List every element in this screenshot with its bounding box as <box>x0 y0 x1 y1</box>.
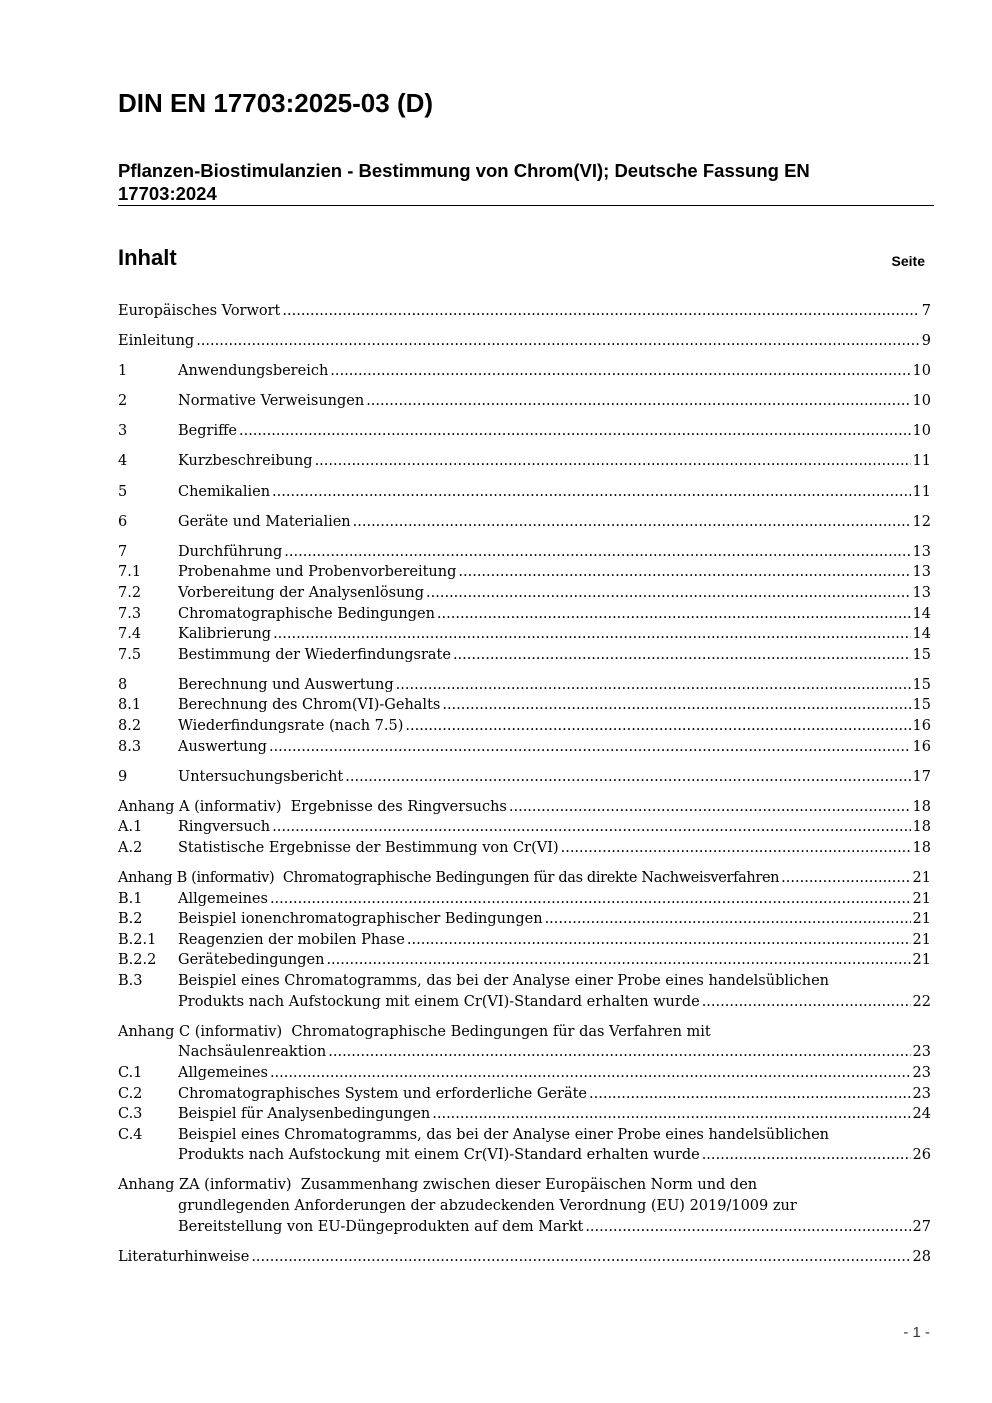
toc-leader <box>396 675 911 696</box>
toc-entry-number: B.2 <box>118 911 143 928</box>
toc-entry-text: Anhang B (informativ) Chromatographische Bedingungen für das direkte Nachweisverfahren <box>118 870 780 887</box>
toc-entry-page: 21 <box>912 870 931 887</box>
toc-entry-text: Chromatographisches System und erforderliche Geräte <box>178 1085 588 1102</box>
toc-entry-text: Chemikalien <box>178 483 271 500</box>
toc-entry-7-3[interactable] <box>118 604 931 625</box>
toc-entry-number: A.1 <box>118 819 143 836</box>
toc-leader <box>405 716 910 737</box>
toc-entry-text: Kurzbeschreibung <box>178 453 313 470</box>
toc-entry-text: Wiederfindungsrate (nach 7.5) <box>178 718 404 734</box>
toc-entry-text: Bereitstellung von EU-Düngeprodukten auf dem Markt <box>178 1218 584 1235</box>
toc-leader <box>458 562 910 583</box>
toc-entry-foreword[interactable] <box>118 301 931 322</box>
toc-entry-1[interactable] <box>118 361 931 382</box>
toc-entry-b-3-continued[interactable] <box>118 992 931 1013</box>
toc-leader <box>407 930 911 951</box>
toc-leader <box>702 992 911 1013</box>
toc-entry-page: 11 <box>912 453 931 470</box>
toc-entry-page: 21 <box>912 952 931 969</box>
toc-entry-7[interactable] <box>118 542 931 563</box>
toc-entry-page: 18 <box>912 798 931 815</box>
page-column-label: Seite <box>891 253 925 269</box>
toc-entry-page: 12 <box>912 513 931 530</box>
toc-entry-bibliography[interactable] <box>118 1247 931 1268</box>
toc-entry-page: 23 <box>912 1064 931 1081</box>
toc-entry-page: 21 <box>912 931 931 948</box>
toc-entry-5[interactable] <box>118 482 931 503</box>
toc-entry-text: Probenahme und Probenvorbereitung <box>178 564 457 581</box>
toc-entry-page: 10 <box>912 423 931 440</box>
toc-entry-number: 5 <box>118 483 128 500</box>
toc-entry-number: 7.4 <box>118 626 142 643</box>
toc-entry-b-2-2[interactable] <box>118 950 931 971</box>
toc-entry-b-2[interactable] <box>118 909 931 930</box>
toc-entry-7-1[interactable] <box>118 562 931 583</box>
toc-entry-page: 16 <box>912 738 931 755</box>
toc-leader <box>345 767 910 788</box>
toc-entry-text: Chromatographische Bedingungen <box>178 605 435 622</box>
toc-entry-number: B.2.2 <box>118 952 157 969</box>
toc-entry-number: B.2.1 <box>118 931 157 948</box>
toc-entry-text: Berechnung und Auswertung <box>178 676 394 693</box>
toc-leader <box>196 331 920 352</box>
toc-entry-page: 15 <box>912 697 931 714</box>
toc-leader <box>315 451 911 472</box>
toc-entry-c-2[interactable] <box>118 1084 931 1105</box>
toc-entry-number: 8 <box>118 676 128 693</box>
toc-entry-text: Reagenzien der mobilen Phase <box>178 931 405 948</box>
toc-entry-number: C.4 <box>118 1126 143 1143</box>
toc-entry-text: Geräte und Materialien <box>178 513 351 530</box>
toc-entry-number: 4 <box>118 453 128 470</box>
toc-entry-page: 10 <box>912 393 931 410</box>
toc-leader <box>509 797 911 818</box>
toc-entry-text: Statistische Ergebnisse der Bestimmung von Cr(VI) <box>178 839 559 856</box>
toc-leader <box>282 301 919 322</box>
toc-entry-c-4[interactable] <box>118 1125 931 1146</box>
toc-entry-page: 26 <box>912 1147 931 1164</box>
toc-entry-page: 10 <box>912 363 931 380</box>
toc-entry-6[interactable] <box>118 512 931 533</box>
toc-leader <box>270 1063 911 1084</box>
toc-entry-text: Allgemeines <box>178 1064 268 1081</box>
toc-entry-page: 7 <box>921 303 931 319</box>
toc-entry-text: Berechnung des Chrom(VI)-Gehalts <box>178 697 441 714</box>
toc-entry-2[interactable] <box>118 391 931 412</box>
toc-leader <box>589 1084 911 1105</box>
toc-entry-7-5[interactable] <box>118 645 931 666</box>
toc-entry-number: B.1 <box>118 890 143 907</box>
toc-entry-number: 2 <box>118 393 128 410</box>
toc-entry-c-4-continued[interactable] <box>118 1145 931 1166</box>
toc-entry-number: B.3 <box>118 973 143 990</box>
toc-entry-number: 7.2 <box>118 584 142 601</box>
toc-heading: Inhalt <box>118 245 177 270</box>
toc-entry-page: 23 <box>912 1085 931 1102</box>
toc-entry-annex-b[interactable] <box>118 868 931 889</box>
toc-entry-7-4[interactable] <box>118 624 931 645</box>
toc-entry-7-2[interactable] <box>118 583 931 604</box>
toc-leader <box>781 868 910 889</box>
toc-entry-annex-za[interactable] <box>118 1175 931 1196</box>
toc-entry-b-2-1[interactable] <box>118 930 931 951</box>
toc-leader <box>561 838 911 859</box>
toc-entry-text: Einleitung <box>118 333 195 350</box>
toc-entry-annex-c-continued[interactable] <box>118 1042 931 1063</box>
toc-entry-annex-za-line3[interactable] <box>118 1217 931 1238</box>
toc-entry-page: 9 <box>921 333 931 350</box>
toc-entry-number: 8.3 <box>118 738 142 755</box>
toc-leader <box>545 909 911 930</box>
title-divider <box>118 205 934 206</box>
toc-entry-8-2[interactable] <box>118 716 931 737</box>
toc-entry-page: 14 <box>912 626 931 643</box>
toc-entry-text-line1: Anhang C (informativ) Chromatographische Bedingungen für das Verfahren mit <box>118 1023 711 1040</box>
toc-entry-page: 17 <box>912 768 931 785</box>
toc-leader <box>284 542 910 563</box>
toc-entry-number: 6 <box>118 513 128 530</box>
page-number: - 1 - <box>903 1324 930 1341</box>
toc-entry-page: 21 <box>912 890 931 907</box>
toc-entry-page: 13 <box>912 543 931 560</box>
toc-entry-number: 7.5 <box>118 646 142 663</box>
toc-leader <box>269 737 911 758</box>
toc-entry-text: Beispiel für Analysenbedingungen <box>178 1106 431 1123</box>
toc-entry-page: 16 <box>912 718 931 734</box>
toc-entry-text: Anhang A (informativ) Ergebnisse des Ringversuchs <box>118 798 507 815</box>
toc-entry-page: 22 <box>912 993 931 1010</box>
toc-leader <box>328 1042 910 1063</box>
toc-leader <box>585 1217 910 1238</box>
toc-leader <box>326 950 910 971</box>
toc-entry-page: 21 <box>912 911 931 928</box>
toc-entry-text: Auswertung <box>178 738 267 755</box>
toc-entry-number: 7.3 <box>118 605 142 622</box>
toc-entry-page: 24 <box>912 1106 931 1123</box>
toc-entry-text: Durchführung <box>178 543 283 560</box>
toc-entry-text: Ringversuch <box>178 819 271 836</box>
toc-entry-text: Vorbereitung der Analysenlösung <box>178 584 425 601</box>
toc-leader <box>273 624 910 645</box>
toc-entry-text: Beispiel ionenchromatographischer Bedingungen <box>178 911 543 928</box>
toc-leader <box>353 512 911 533</box>
toc-entry-number: 7 <box>118 543 128 560</box>
toc-entry-a-2[interactable] <box>118 838 931 859</box>
toc-entry-number: A.2 <box>118 839 143 856</box>
toc-entry-text: Produkts nach Aufstockung mit einem Cr(VI)-Standard erhalten wurde <box>178 993 700 1010</box>
toc-entry-text: Literaturhinweise <box>118 1248 250 1265</box>
toc-entry-8-1[interactable] <box>118 695 931 716</box>
toc-entry-text: Europäisches Vorwort <box>118 303 281 319</box>
toc-entry-annex-za-line2[interactable] <box>118 1196 931 1217</box>
toc-entry-text: Normative Verweisungen <box>178 393 365 410</box>
toc-entry-page: 15 <box>912 676 931 693</box>
table-of-contents <box>118 301 931 1267</box>
toc-leader <box>270 889 911 910</box>
toc-entry-page: 18 <box>912 819 931 836</box>
toc-entry-page: 11 <box>912 483 931 500</box>
toc-entry-page: 13 <box>912 564 931 581</box>
toc-entry-text: Anwendungsbereich <box>178 363 329 380</box>
toc-entry-text: Bestimmung der Wiederfindungsrate <box>178 646 451 663</box>
toc-leader <box>442 695 910 716</box>
toc-entry-text-line2: grundlegenden Anforderungen der abzudeckenden Verordnung (EU) 2019/1009 zur <box>178 1197 797 1214</box>
document-subtitle: Pflanzen-Biostimulanzien - Bestimmung von Chrom(VI); Deutsche Fassung EN 17703:2024 <box>118 160 810 204</box>
toc-entry-page: 23 <box>912 1044 931 1061</box>
toc-entry-page: 14 <box>912 605 931 622</box>
document-title: DIN EN 17703:2025-03 (D) <box>118 88 434 118</box>
toc-leader <box>272 482 911 503</box>
toc-leader <box>239 421 911 442</box>
toc-entry-8-3[interactable] <box>118 737 931 758</box>
toc-entry-3[interactable] <box>118 421 931 442</box>
toc-entry-9[interactable] <box>118 767 931 788</box>
toc-entry-text: Begriffe <box>178 423 237 440</box>
toc-entry-b-3[interactable] <box>118 971 931 992</box>
toc-entry-text: Gerätebedingungen <box>178 952 325 969</box>
toc-entry-c-3[interactable] <box>118 1104 931 1125</box>
toc-entry-number: 7.1 <box>118 564 142 581</box>
toc-entry-number: 3 <box>118 423 128 440</box>
toc-entry-page: 18 <box>912 839 931 856</box>
toc-leader <box>432 1104 910 1125</box>
toc-entry-number: 8.2 <box>118 718 142 734</box>
toc-entry-text: Produkts nach Aufstockung mit einem Cr(VI)-Standard erhalten wurde <box>178 1147 700 1164</box>
toc-entry-annex-c[interactable] <box>118 1022 931 1043</box>
toc-entry-text: Kalibrierung <box>178 626 272 643</box>
toc-leader <box>251 1247 910 1268</box>
toc-entry-page: 15 <box>912 646 931 663</box>
toc-entry-text-line1: Anhang ZA (informativ) Zusammenhang zwischen dieser Europäischen Norm und den <box>118 1177 758 1194</box>
toc-entry-text-line1: Beispiel eines Chromatogramms, das bei der Analyse einer Probe eines handelsüblichen <box>178 973 830 990</box>
toc-entry-page: 13 <box>912 584 931 601</box>
toc-leader <box>453 645 911 666</box>
toc-entry-text: Allgemeines <box>178 890 268 907</box>
toc-entry-number: C.1 <box>118 1064 143 1081</box>
toc-leader <box>330 361 910 382</box>
toc-entry-page: 28 <box>912 1248 931 1265</box>
toc-entry-8[interactable] <box>118 675 931 696</box>
toc-leader <box>272 817 910 838</box>
toc-entry-text: Nachsäulenreaktion <box>178 1044 327 1061</box>
toc-entry-text: Untersuchungsbericht <box>178 768 344 785</box>
toc-entry-number: C.3 <box>118 1106 143 1123</box>
toc-leader <box>702 1145 911 1166</box>
toc-entry-number: 8.1 <box>118 697 142 714</box>
toc-leader <box>366 391 910 412</box>
toc-entry-4[interactable] <box>118 451 931 472</box>
toc-leader <box>426 583 911 604</box>
toc-entry-annex-a[interactable] <box>118 797 931 818</box>
toc-entry-number: 9 <box>118 768 128 785</box>
toc-entry-a-1[interactable] <box>118 817 931 838</box>
toc-entry-page: 27 <box>912 1218 931 1235</box>
toc-entry-text-line1: Beispiel eines Chromatogramms, das bei der Analyse einer Probe eines handelsüblichen <box>178 1126 830 1143</box>
toc-entry-introduction[interactable] <box>118 331 931 352</box>
toc-entry-b-1[interactable] <box>118 889 931 910</box>
toc-leader <box>437 604 911 625</box>
toc-entry-number: C.2 <box>118 1085 143 1102</box>
toc-entry-number: 1 <box>118 363 128 380</box>
toc-entry-c-1[interactable] <box>118 1063 931 1084</box>
